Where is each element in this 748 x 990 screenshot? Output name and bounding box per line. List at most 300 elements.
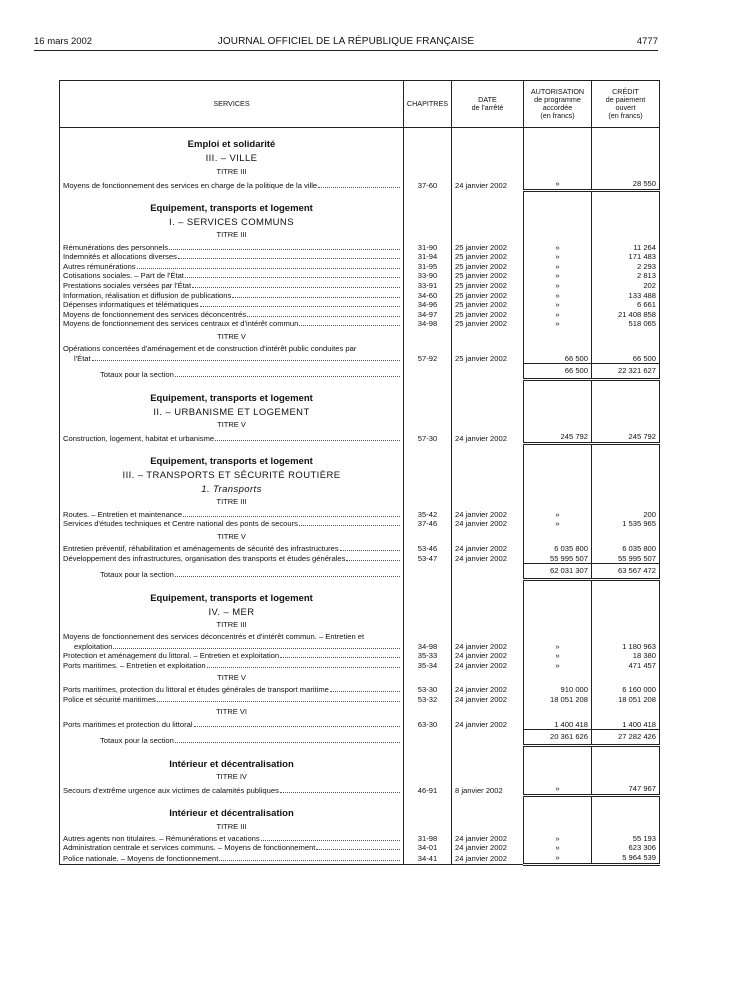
table-row bbox=[60, 271, 660, 281]
empty-cell bbox=[524, 670, 592, 685]
dot-leader bbox=[261, 834, 400, 841]
service-label-wrap bbox=[63, 252, 400, 262]
titre-heading: TITRE III bbox=[60, 164, 404, 179]
empty-cell bbox=[452, 403, 524, 417]
date-cell: 25 janvier 2002 bbox=[452, 291, 524, 301]
empty-cell bbox=[60, 128, 404, 136]
date-cell: 24 janvier 2002 bbox=[452, 179, 524, 190]
empty-cell bbox=[592, 529, 660, 544]
spacer-row bbox=[60, 380, 660, 389]
date-cell: 24 janvier 2002 bbox=[452, 432, 524, 443]
spacer-row bbox=[60, 580, 660, 589]
titre-heading: TITRE V bbox=[60, 670, 404, 685]
table-row bbox=[60, 252, 660, 262]
credit-cell: 133 488 bbox=[592, 291, 660, 301]
service-label-wrap bbox=[63, 554, 400, 564]
service-label-wrap bbox=[63, 243, 400, 253]
dot-leader bbox=[137, 262, 400, 269]
chapitre-cell: 35-34 bbox=[404, 661, 452, 671]
empty-cell bbox=[524, 588, 592, 603]
table-row bbox=[60, 695, 660, 705]
dot-leader bbox=[92, 354, 400, 361]
table-row bbox=[60, 519, 660, 529]
autorisation-cell: » bbox=[524, 784, 592, 795]
empty-cell bbox=[452, 670, 524, 685]
spacer-row bbox=[60, 190, 660, 199]
titre-heading-row bbox=[60, 705, 660, 720]
empty-cell bbox=[452, 495, 524, 510]
table-row bbox=[60, 554, 660, 564]
empty-cell bbox=[404, 617, 452, 632]
credit-cell: 6 035 800 bbox=[592, 544, 660, 554]
empty-cell bbox=[404, 214, 452, 228]
service-label: Ports maritimes et protection du littoral bbox=[63, 720, 193, 730]
empty-cell bbox=[452, 128, 524, 136]
empty-cell bbox=[592, 670, 660, 685]
service-label-wrap bbox=[63, 434, 400, 444]
service-cell bbox=[60, 730, 404, 746]
empty-cell bbox=[404, 452, 452, 467]
total-credit: 27 282 426 bbox=[592, 730, 660, 746]
chapitre-cell: 53-30 bbox=[404, 685, 452, 695]
autorisation-cell: 245 792 bbox=[524, 432, 592, 443]
autorisation-cell: » bbox=[524, 519, 592, 529]
empty-cell bbox=[524, 632, 592, 642]
empty-cell bbox=[60, 746, 404, 755]
subsection-heading: I. – SERVICES COMMUNS bbox=[60, 214, 404, 228]
chapitre-cell: 33-91 bbox=[404, 281, 452, 291]
empty-cell bbox=[452, 164, 524, 179]
titre-heading: TITRE IV bbox=[60, 769, 404, 784]
header-credit bbox=[592, 81, 660, 128]
spacer-row bbox=[60, 795, 660, 804]
service-label-wrap bbox=[63, 786, 400, 796]
autorisation-cell: » bbox=[524, 281, 592, 291]
service-label-wrap bbox=[63, 843, 400, 853]
empty-cell bbox=[404, 135, 452, 150]
empty-cell bbox=[592, 164, 660, 179]
ministry-heading: Equipement, transports et logement bbox=[60, 199, 404, 214]
empty-cell bbox=[60, 190, 404, 199]
autorisation-cell: 1 400 418 bbox=[524, 720, 592, 730]
service-label: Autres agents non titulaires. – Rémunérations et vacations bbox=[63, 833, 260, 843]
service-cell bbox=[60, 310, 404, 320]
dot-leader bbox=[207, 661, 400, 668]
credit-cell: 2 813 bbox=[592, 271, 660, 281]
empty-cell bbox=[524, 190, 592, 199]
empty-cell bbox=[452, 135, 524, 150]
subsection-heading-row bbox=[60, 214, 660, 228]
date-cell: 25 janvier 2002 bbox=[452, 252, 524, 262]
autorisation-cell: » bbox=[524, 271, 592, 281]
empty-cell bbox=[404, 580, 452, 589]
service-cell bbox=[60, 685, 404, 695]
empty-cell bbox=[404, 730, 452, 746]
empty-cell bbox=[452, 388, 524, 403]
empty-cell bbox=[452, 364, 524, 380]
header-autorisation bbox=[524, 81, 592, 128]
dot-leader bbox=[113, 642, 400, 649]
empty-cell bbox=[452, 588, 524, 603]
table-row bbox=[60, 319, 660, 329]
empty-cell bbox=[592, 705, 660, 720]
empty-cell bbox=[592, 135, 660, 150]
autorisation-cell: » bbox=[524, 300, 592, 310]
total-autorisation: 62 031 307 bbox=[524, 564, 592, 580]
total-autorisation: 20 361 626 bbox=[524, 730, 592, 746]
empty-cell bbox=[404, 164, 452, 179]
credit-cell: 2 293 bbox=[592, 262, 660, 272]
empty-cell bbox=[452, 632, 524, 642]
autorisation-cell: 910 000 bbox=[524, 685, 592, 695]
chapitre-cell: 46-91 bbox=[404, 784, 452, 795]
empty-cell bbox=[404, 795, 452, 804]
total-label: Totaux pour la section bbox=[100, 736, 174, 746]
date-cell: 24 janvier 2002 bbox=[452, 685, 524, 695]
dot-leader bbox=[346, 554, 400, 561]
credit-cell: 6 160 000 bbox=[592, 685, 660, 695]
table-row bbox=[60, 510, 660, 520]
credit-cell: 1 535 965 bbox=[592, 519, 660, 529]
empty-cell bbox=[404, 150, 452, 164]
service-cell bbox=[60, 281, 404, 291]
service-label: Développement des infrastructures, organisation des transports et études générales bbox=[63, 554, 346, 563]
spacer-row bbox=[60, 443, 660, 452]
empty-cell bbox=[452, 795, 524, 804]
empty-cell bbox=[452, 417, 524, 432]
empty-cell bbox=[404, 190, 452, 199]
page-number: 4777 bbox=[636, 36, 658, 47]
credits-table bbox=[59, 80, 660, 866]
chapitre-cell: 63-30 bbox=[404, 720, 452, 730]
empty-cell bbox=[404, 819, 452, 834]
empty-cell bbox=[524, 164, 592, 179]
empty-cell bbox=[452, 344, 524, 354]
empty-cell bbox=[592, 588, 660, 603]
empty-cell bbox=[592, 403, 660, 417]
service-cell bbox=[60, 300, 404, 310]
date-cell: 25 janvier 2002 bbox=[452, 271, 524, 281]
date-cell: 25 janvier 2002 bbox=[452, 281, 524, 291]
credit-cell: 21 408 858 bbox=[592, 310, 660, 320]
service-cell bbox=[60, 651, 404, 661]
table-row bbox=[60, 661, 660, 671]
empty-cell bbox=[404, 228, 452, 243]
service-label: Entretien préventif, réhabilitation et aménagements de sécurité des infrastructures bbox=[63, 543, 339, 553]
empty-cell bbox=[592, 819, 660, 834]
autorisation-cell: » bbox=[524, 661, 592, 671]
ministry-heading-row bbox=[60, 135, 660, 150]
ministry-heading: Intérieur et décentralisation bbox=[60, 804, 404, 819]
chapitre-cell: 35-42 bbox=[404, 510, 452, 520]
credit-cell: 28 550 bbox=[592, 179, 660, 190]
credit-cell: 747 967 bbox=[592, 784, 660, 795]
titre-heading-row bbox=[60, 164, 660, 179]
ministry-heading-row bbox=[60, 754, 660, 769]
spacer-row bbox=[60, 746, 660, 755]
credit-cell: 55 193 bbox=[592, 834, 660, 844]
service-label: Autres rémunérations bbox=[63, 261, 136, 271]
subsection-heading-row bbox=[60, 603, 660, 617]
titre-heading-row bbox=[60, 529, 660, 544]
empty-cell bbox=[524, 495, 592, 510]
empty-cell bbox=[452, 329, 524, 344]
empty-cell bbox=[592, 150, 660, 164]
empty-cell bbox=[404, 804, 452, 819]
credit-cell: 171 483 bbox=[592, 252, 660, 262]
service-label-wrap bbox=[63, 281, 400, 291]
autorisation-cell: 66 500 bbox=[524, 354, 592, 364]
autorisation-cell: » bbox=[524, 179, 592, 190]
total-label: Totaux pour la section bbox=[100, 370, 174, 380]
date-cell: 24 janvier 2002 bbox=[452, 642, 524, 652]
total-row bbox=[60, 364, 660, 380]
empty-cell bbox=[452, 214, 524, 228]
empty-cell bbox=[592, 199, 660, 214]
service-cell bbox=[60, 519, 404, 529]
empty-cell bbox=[592, 190, 660, 199]
service-label-wrap bbox=[74, 354, 400, 364]
table-row bbox=[60, 784, 660, 795]
date-cell: 24 janvier 2002 bbox=[452, 544, 524, 554]
empty-cell bbox=[592, 452, 660, 467]
titre-heading: TITRE V bbox=[60, 417, 404, 432]
date-cell: 24 janvier 2002 bbox=[452, 554, 524, 564]
service-label-wrap bbox=[63, 300, 400, 310]
empty-cell bbox=[524, 819, 592, 834]
subsection-heading: III. – TRANSPORTS ET SÉCURITÉ ROUTIÈRE bbox=[60, 467, 404, 481]
service-label: Construction, logement, habitat et urbanisme bbox=[63, 433, 215, 443]
empty-cell bbox=[452, 199, 524, 214]
empty-cell bbox=[452, 452, 524, 467]
service-label: Information, réalisation et diffusion de publications bbox=[63, 290, 232, 300]
empty-cell bbox=[404, 128, 452, 136]
chapitre-cell: 34-97 bbox=[404, 310, 452, 320]
autorisation-cell: 55 995 507 bbox=[524, 554, 592, 564]
autorisation-cell: » bbox=[524, 243, 592, 253]
service-cell bbox=[60, 510, 404, 520]
date-cell: 24 janvier 2002 bbox=[452, 510, 524, 520]
spacer-row bbox=[60, 128, 660, 136]
empty-cell bbox=[404, 705, 452, 720]
table-header-row bbox=[60, 81, 660, 128]
empty-cell bbox=[524, 228, 592, 243]
empty-cell bbox=[524, 452, 592, 467]
chapitre-cell: 57-92 bbox=[404, 354, 452, 364]
subsubsection-heading-row bbox=[60, 481, 660, 495]
empty-cell bbox=[60, 795, 404, 804]
date-cell: 24 janvier 2002 bbox=[452, 651, 524, 661]
service-label: Cotisations sociales. – Part de l'État bbox=[63, 271, 184, 281]
titre-heading-row bbox=[60, 617, 660, 632]
service-label-wrap bbox=[63, 262, 400, 272]
service-label-wrap bbox=[63, 651, 400, 661]
titre-heading-row bbox=[60, 228, 660, 243]
date-cell: 25 janvier 2002 bbox=[452, 354, 524, 364]
empty-cell bbox=[524, 344, 592, 354]
empty-cell bbox=[592, 746, 660, 755]
table-row bbox=[60, 834, 660, 844]
date-cell: 25 janvier 2002 bbox=[452, 310, 524, 320]
empty-cell bbox=[404, 564, 452, 580]
total-label: Totaux pour la section bbox=[100, 570, 174, 579]
service-cell bbox=[60, 252, 404, 262]
autorisation-cell: » bbox=[524, 510, 592, 520]
empty-cell bbox=[524, 467, 592, 481]
service-label: Rémunérations des personnels bbox=[63, 242, 169, 252]
table-row bbox=[60, 243, 660, 253]
service-label: Police nationale. – Moyens de fonctionnement bbox=[63, 854, 219, 864]
service-line1: Moyens de fonctionnement des services déconcentrés et d'intérêt commun. – Entretien et bbox=[60, 632, 404, 642]
header-date-l1: DATE bbox=[478, 95, 497, 104]
autorisation-cell: 6 035 800 bbox=[524, 544, 592, 554]
table-row bbox=[60, 262, 660, 272]
empty-cell bbox=[524, 754, 592, 769]
dot-leader bbox=[157, 695, 400, 702]
chapitre-cell: 31-95 bbox=[404, 262, 452, 272]
service-cell bbox=[60, 642, 404, 652]
chapitre-cell: 53-47 bbox=[404, 554, 452, 564]
empty-cell bbox=[404, 443, 452, 452]
service-label-wrap bbox=[63, 834, 400, 844]
header-chapitres: CHAPITRES bbox=[404, 81, 452, 128]
empty-cell bbox=[592, 443, 660, 452]
service-label-wrap bbox=[63, 510, 400, 520]
dot-leader bbox=[175, 570, 400, 577]
service-cell bbox=[60, 784, 404, 795]
empty-cell bbox=[404, 329, 452, 344]
date-cell: 24 janvier 2002 bbox=[452, 834, 524, 844]
table-row-wrap bbox=[60, 344, 660, 354]
autorisation-cell: » bbox=[524, 642, 592, 652]
dot-leader bbox=[232, 291, 400, 298]
empty-cell bbox=[404, 199, 452, 214]
autorisation-cell: » bbox=[524, 252, 592, 262]
dot-leader bbox=[219, 854, 400, 861]
empty-cell bbox=[592, 344, 660, 354]
header-aut-l2: de programme bbox=[534, 95, 581, 104]
autorisation-cell: » bbox=[524, 834, 592, 844]
table-row bbox=[60, 432, 660, 443]
titre-heading-row bbox=[60, 495, 660, 510]
publication-title: JOURNAL OFFICIEL DE LA RÉPUBLIQUE FRANÇAISE bbox=[217, 36, 475, 47]
empty-cell bbox=[404, 388, 452, 403]
empty-cell bbox=[524, 705, 592, 720]
empty-cell bbox=[524, 403, 592, 417]
chapitre-cell: 34-98 bbox=[404, 642, 452, 652]
service-cell bbox=[60, 432, 404, 443]
empty-cell bbox=[452, 529, 524, 544]
dot-leader bbox=[185, 271, 400, 278]
empty-cell bbox=[404, 632, 452, 642]
autorisation-cell: 18 051 208 bbox=[524, 695, 592, 705]
ministry-heading-row bbox=[60, 388, 660, 403]
dot-leader bbox=[183, 510, 400, 517]
header-date: 16 mars 2002 bbox=[34, 36, 93, 47]
service-cell bbox=[60, 262, 404, 272]
titre-heading-row bbox=[60, 417, 660, 432]
subsection-heading-row bbox=[60, 150, 660, 164]
credit-cell: 245 792 bbox=[592, 432, 660, 443]
empty-cell bbox=[452, 580, 524, 589]
credit-cell: 200 bbox=[592, 510, 660, 520]
titre-heading-row bbox=[60, 819, 660, 834]
credit-cell: 1 400 418 bbox=[592, 720, 660, 730]
empty-cell bbox=[592, 329, 660, 344]
service-label-wrap bbox=[100, 736, 400, 746]
autorisation-cell: » bbox=[524, 262, 592, 272]
titre-heading: TITRE III bbox=[60, 228, 404, 243]
empty-cell bbox=[404, 529, 452, 544]
titre-heading: TITRE III bbox=[60, 495, 404, 510]
autorisation-cell: » bbox=[524, 843, 592, 853]
dot-leader bbox=[330, 685, 400, 692]
table-row bbox=[60, 354, 660, 364]
table-row bbox=[60, 853, 660, 864]
empty-cell bbox=[592, 495, 660, 510]
empty-cell bbox=[404, 380, 452, 389]
ministry-heading: Intérieur et décentralisation bbox=[60, 754, 404, 769]
empty-cell bbox=[524, 481, 592, 495]
empty-cell bbox=[452, 443, 524, 452]
subsection-heading-row bbox=[60, 403, 660, 417]
empty-cell bbox=[452, 603, 524, 617]
autorisation-cell: » bbox=[524, 319, 592, 329]
empty-cell bbox=[404, 403, 452, 417]
header-aut-l3: accordée bbox=[542, 103, 573, 112]
service-cell bbox=[60, 364, 404, 380]
service-cell bbox=[60, 564, 404, 580]
service-label: Moyens de fonctionnement des services centraux et d'intérêt commun bbox=[63, 319, 299, 329]
empty-cell bbox=[524, 128, 592, 136]
ministry-heading-row bbox=[60, 804, 660, 819]
table-row-wrap bbox=[60, 632, 660, 642]
service-label: Ports maritimes, protection du littoral et études générales de transport maritime bbox=[63, 685, 329, 695]
service-cell bbox=[60, 720, 404, 730]
date-cell: 25 janvier 2002 bbox=[452, 300, 524, 310]
empty-cell bbox=[524, 199, 592, 214]
service-label-wrap bbox=[100, 570, 400, 580]
page-header bbox=[34, 36, 658, 51]
empty-cell bbox=[404, 588, 452, 603]
empty-cell bbox=[404, 603, 452, 617]
empty-cell bbox=[524, 529, 592, 544]
service-line2: l'État bbox=[74, 354, 91, 364]
header-services: SERVICES bbox=[60, 81, 404, 128]
dot-leader bbox=[318, 181, 400, 188]
autorisation-cell: » bbox=[524, 291, 592, 301]
chapitre-cell: 31-94 bbox=[404, 252, 452, 262]
date-cell: 25 janvier 2002 bbox=[452, 243, 524, 253]
empty-cell bbox=[452, 617, 524, 632]
empty-cell bbox=[452, 730, 524, 746]
service-label: Ports maritimes. – Entretien et exploitation bbox=[63, 660, 206, 670]
autorisation-cell: » bbox=[524, 651, 592, 661]
ministry-heading-row bbox=[60, 588, 660, 603]
empty-cell bbox=[404, 769, 452, 784]
empty-cell bbox=[524, 214, 592, 228]
dot-leader bbox=[340, 544, 400, 551]
dot-leader bbox=[247, 310, 400, 317]
service-cell bbox=[60, 319, 404, 329]
titre-heading-row bbox=[60, 670, 660, 685]
subsection-heading: II. – URBANISME ET LOGEMENT bbox=[60, 403, 404, 417]
titre-heading: TITRE V bbox=[60, 329, 404, 344]
empty-cell bbox=[524, 603, 592, 617]
dot-leader bbox=[299, 319, 400, 326]
total-credit: 63 567 472 bbox=[592, 564, 660, 580]
date-cell: 24 janvier 2002 bbox=[452, 519, 524, 529]
